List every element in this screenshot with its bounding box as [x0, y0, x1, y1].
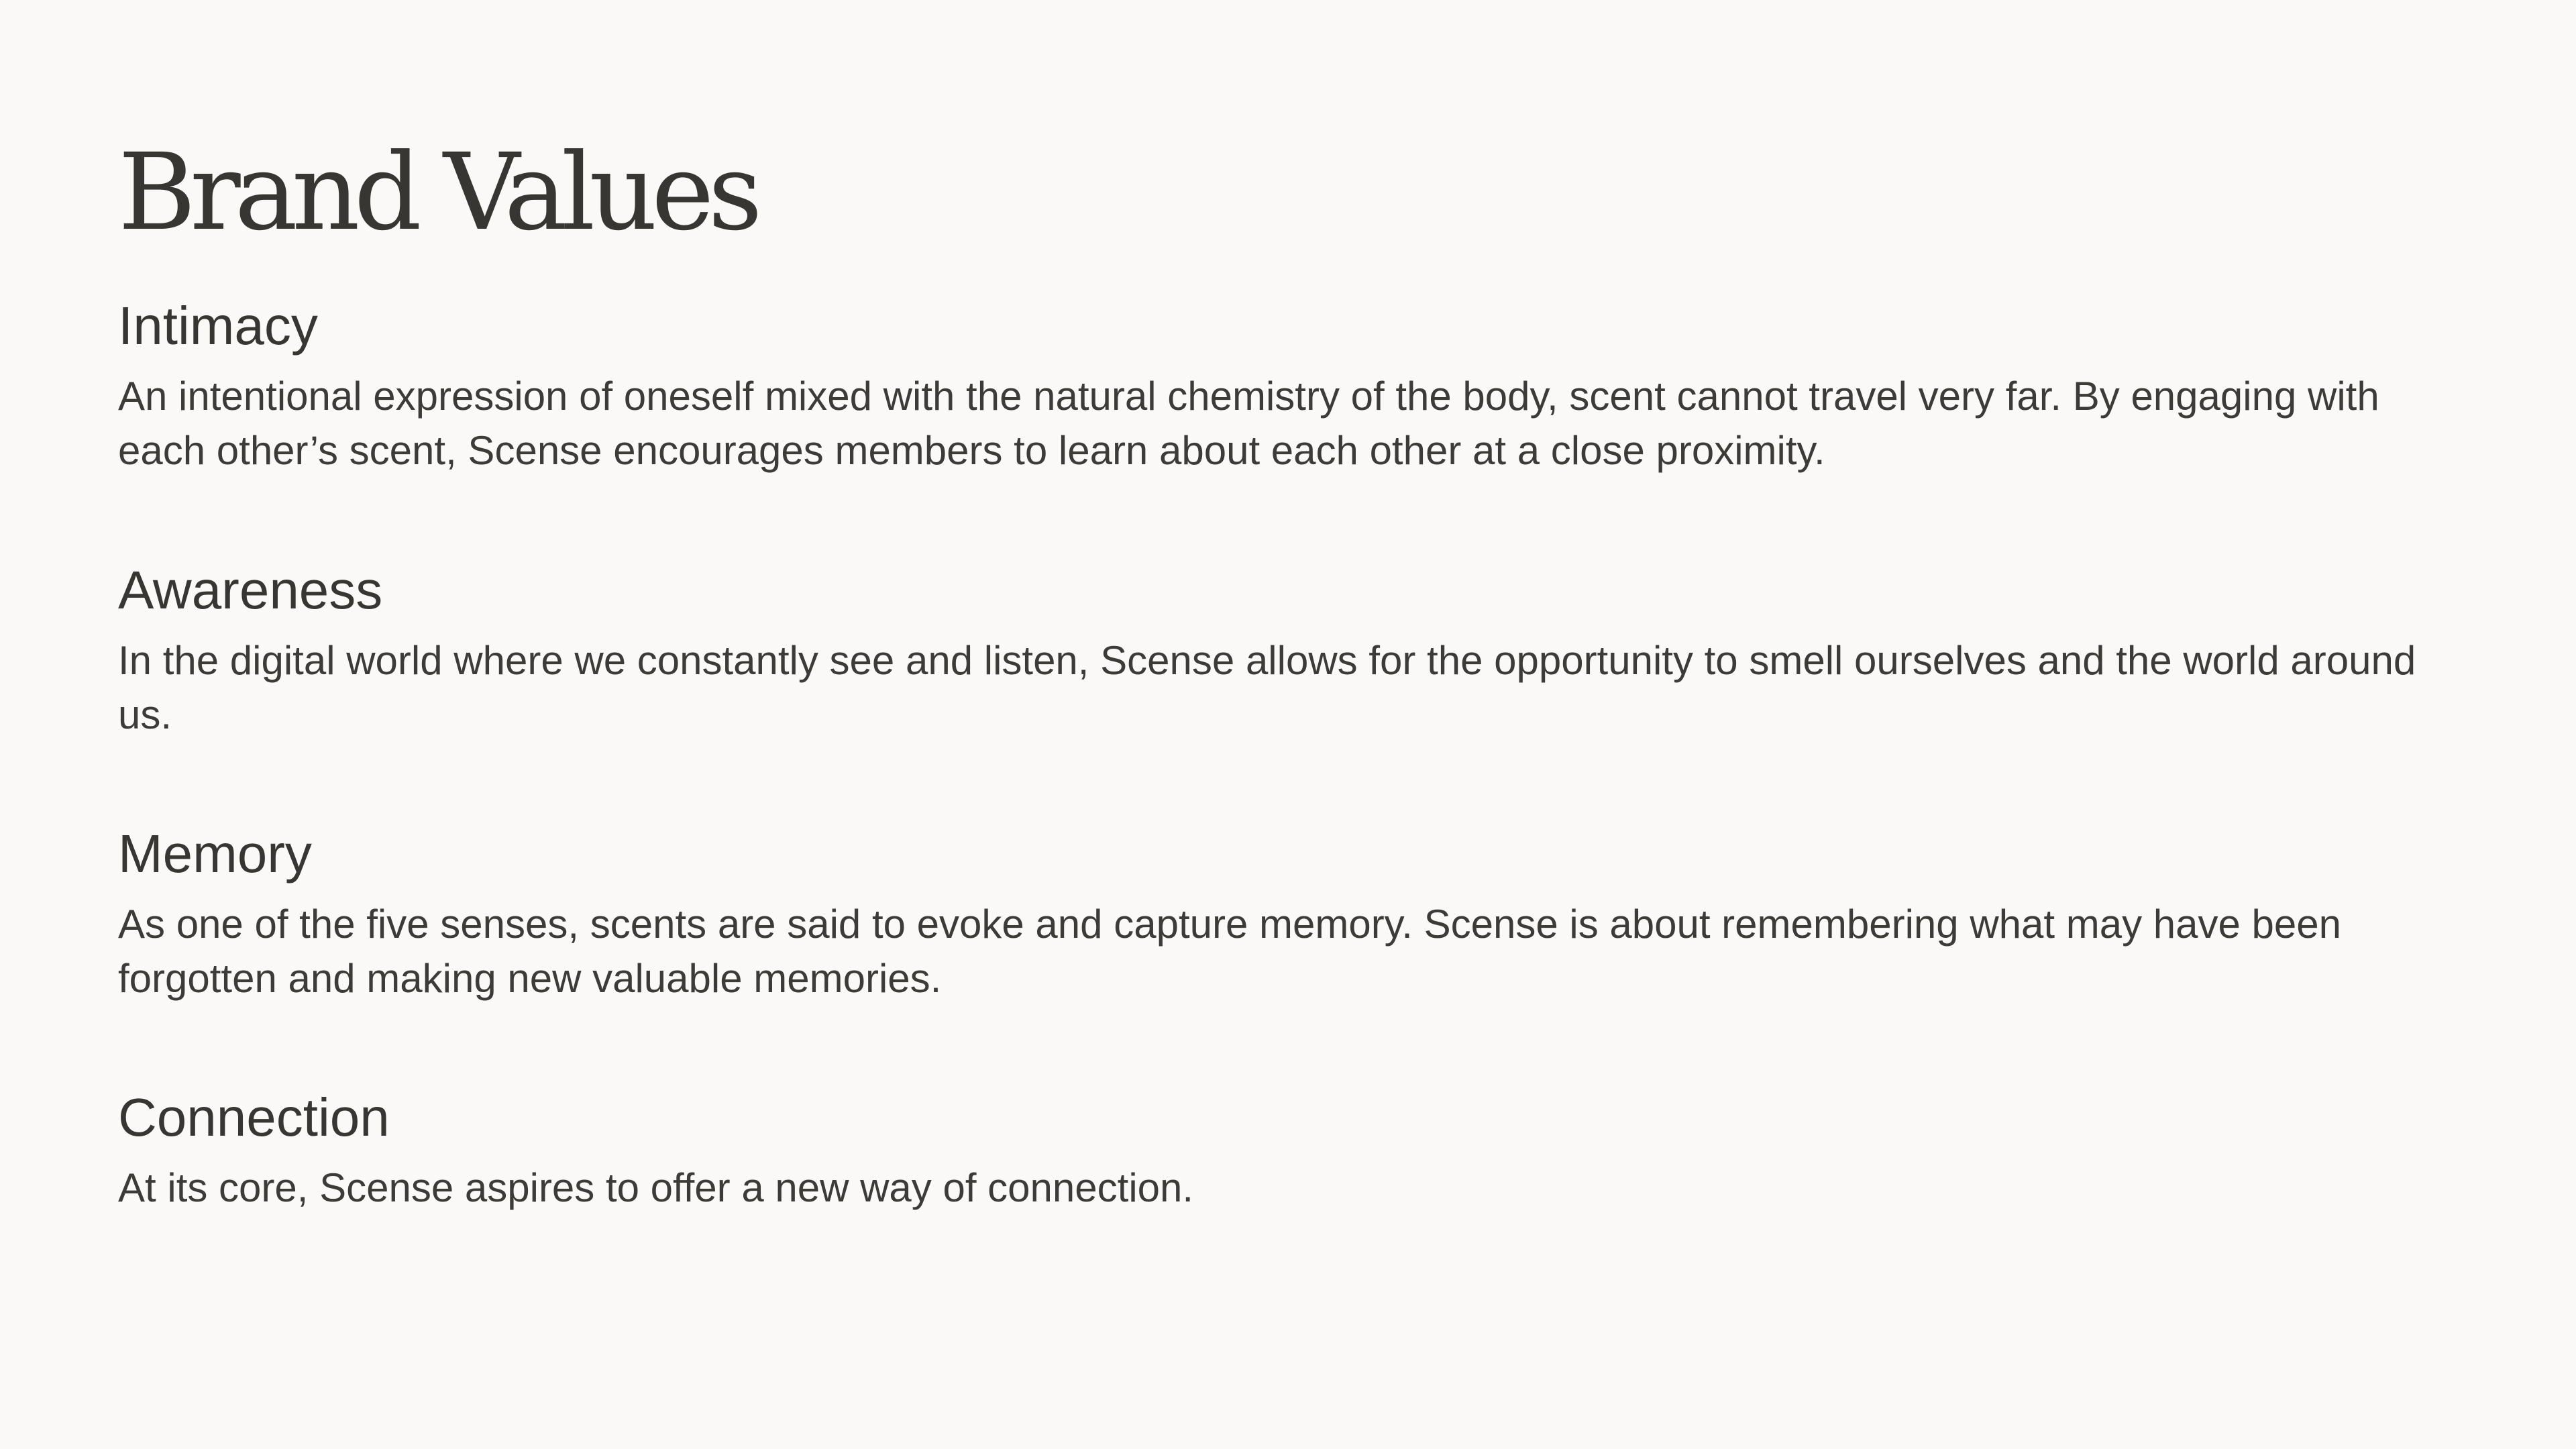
value-description-memory: As one of the five senses, scents are said to evoke and capture memory. Scense is about remembering what may have been forgotten and making new valuable memories. [118, 902, 2342, 1001]
value-heading-memory: Memory [118, 824, 312, 883]
page-title: Brand Values [118, 131, 757, 254]
value-section-connection [118, 1087, 2466, 1215]
value-heading-connection: Connection [118, 1087, 390, 1147]
value-section-memory [118, 824, 2466, 1006]
value-description-intimacy: An intentional expression of oneself mixed with the natural chemistry of the body, scent cannot travel very far. By engaging with each other’s scent, Scense encourages members to learn about each other at a close proximity. [118, 374, 2379, 473]
value-description-connection: At its core, Scense aspires to offer a new way of connection. [118, 1165, 1194, 1210]
value-heading-intimacy: Intimacy [118, 296, 318, 356]
value-section-awareness [118, 560, 2466, 742]
value-description-awareness: In the digital world where we constantly see and listen, Scense allows for the opportunity to smell ourselves and the world around us. [118, 638, 2416, 737]
value-section-intimacy [118, 296, 2466, 478]
value-heading-awareness: Awareness [118, 560, 383, 620]
